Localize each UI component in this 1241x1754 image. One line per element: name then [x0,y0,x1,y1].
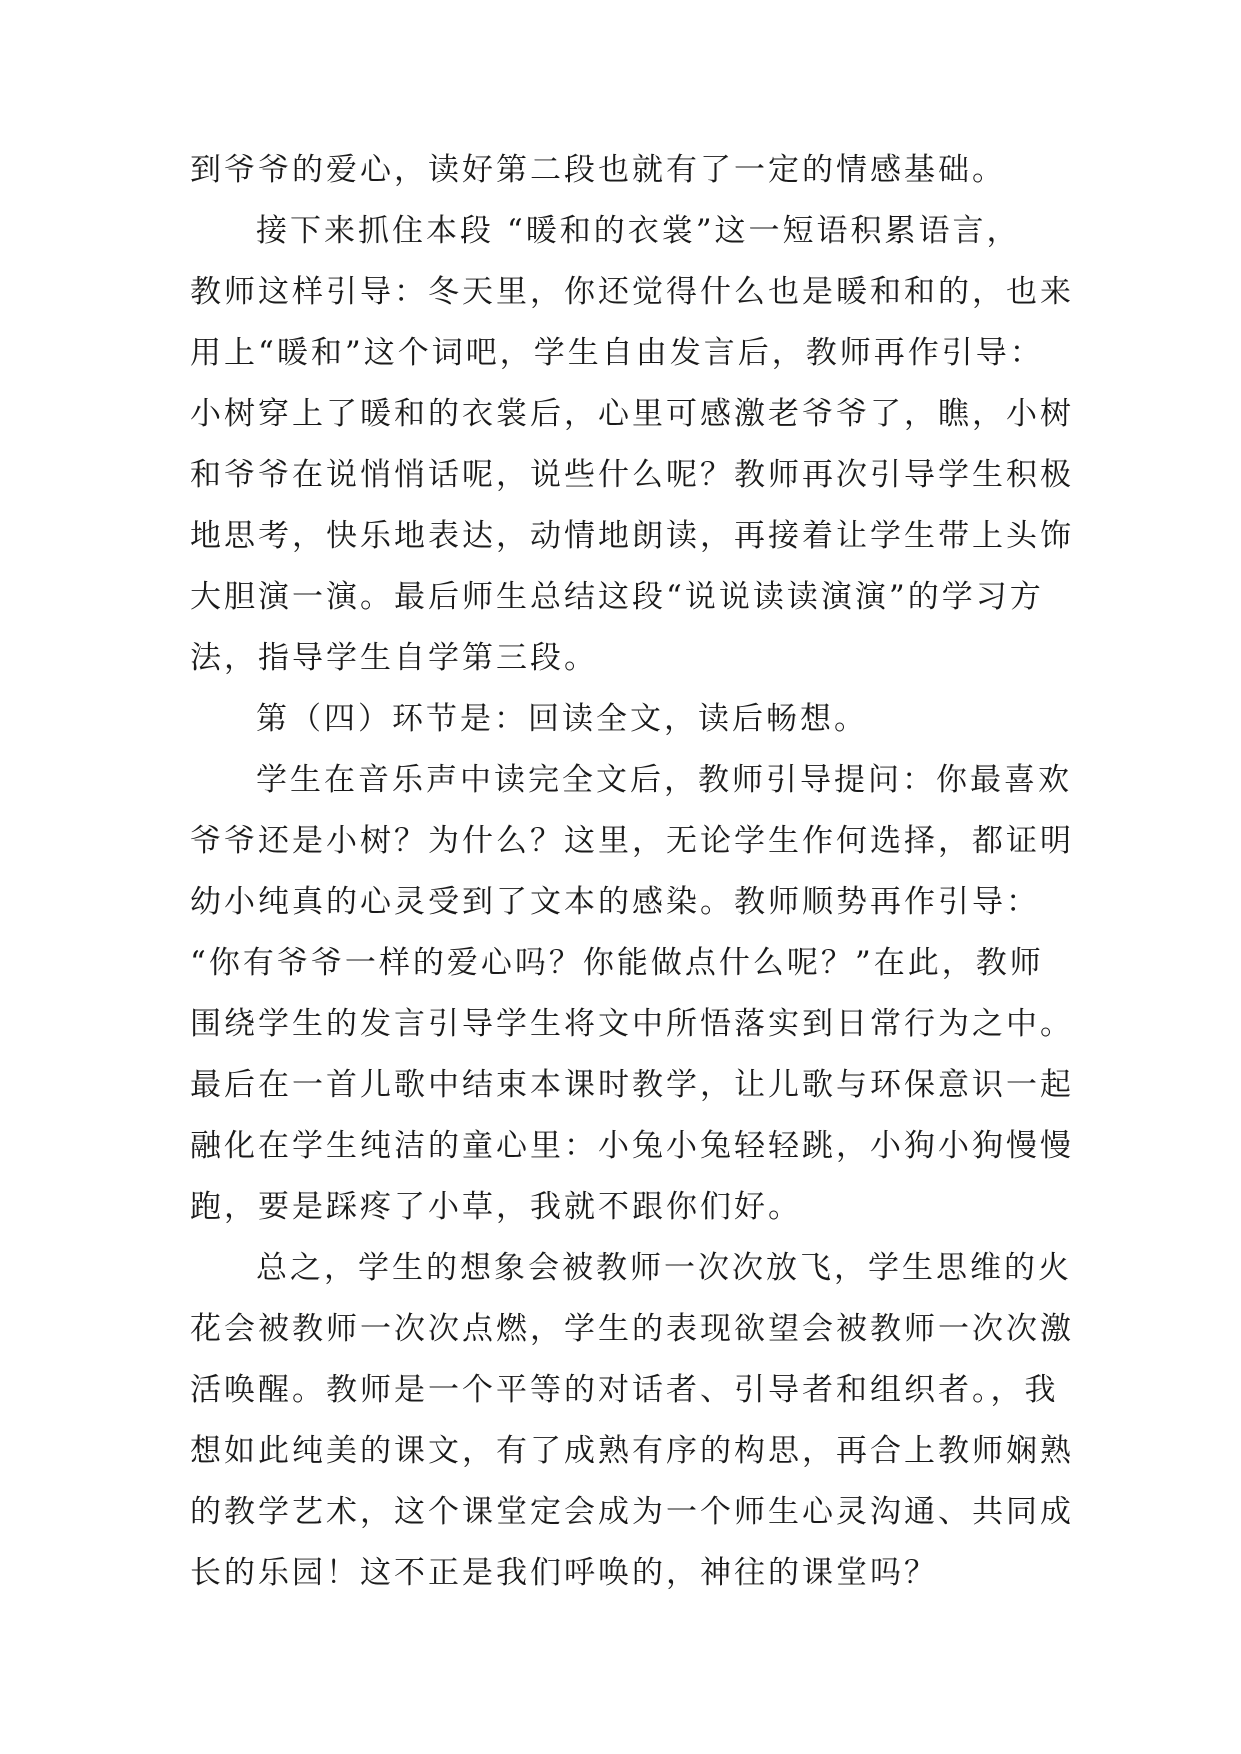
text-line: 花会被教师一次次点燃，学生的表现欲望会被教师一次次激 [190,1311,1074,1347]
text-line: 到爷爷的爱心，读好第二段也就有了一定的情感基础。 [190,152,1006,188]
text-line: 的教学艺术，这个课堂定会成为一个师生心灵沟通、共同成 [190,1494,1074,1530]
text-line: 融化在学生纯洁的童心里：小兔小兔轻轻跳，小狗小狗慢慢 [190,1128,1074,1164]
paragraph-first-line: 总之，学生的想象会被教师一次次放飞，学生思维的火 [256,1250,1072,1286]
text-line: 教师这样引导：冬天里，你还觉得什么也是暖和和的，也来 [190,274,1074,310]
text-line: 用上“暖和”这个词吧，学生自由发言后，教师再作引导： [190,335,1044,371]
text-line: 小树穿上了暖和的衣裳后，心里可感激老爷爷了，瞧，小树 [190,396,1074,432]
text-line: 法，指导学生自学第三段。 [190,640,598,676]
text-line: 爷爷还是小树？为什么？这里，无论学生作何选择，都证明 [190,823,1074,859]
paragraph-first-line: 学生在音乐声中读完全文后，教师引导提问：你最喜欢 [256,762,1072,798]
text-line: 最后在一首儿歌中结束本课时教学，让儿歌与环保意识一起 [190,1067,1074,1103]
text-line: 长的乐园！这不正是我们呼唤的，神往的课堂吗？ [190,1555,938,1591]
text-line: “你有爷爷一样的爱心吗？你能做点什么呢？”在此，教师 [190,945,1044,981]
text-line: 地思考，快乐地表达，动情地朗读，再接着让学生带上头饰 [190,518,1074,554]
text-line: 围绕学生的发言引导学生将文中所悟落实到日常行为之中。 [190,1006,1074,1042]
text-line: 跑，要是踩疼了小草，我就不跟你们好。 [190,1189,802,1225]
text-line: 想如此纯美的课文，有了成熟有序的构思，再合上教师娴熟 [190,1433,1074,1469]
text-line: 幼小纯真的心灵受到了文本的感染。教师顺势再作引导： [190,884,1040,920]
text-line: 和爷爷在说悄悄话呢，说些什么呢？教师再次引导学生积极 [190,457,1074,493]
paragraph-first-line: 第（四）环节是：回读全文，读后畅想。 [256,701,868,737]
paragraph-first-line: 接下来抓住本段 “暖和的衣裳”这一短语积累语言， [256,213,1021,249]
document-body [190,140,1074,1604]
text-line: 大胆演一演。最后师生总结这段“说说读读演演”的学习方 [190,579,1044,615]
text-line: 活唤醒。教师是一个平等的对话者、引导者和组织者。，我 [190,1372,1059,1408]
